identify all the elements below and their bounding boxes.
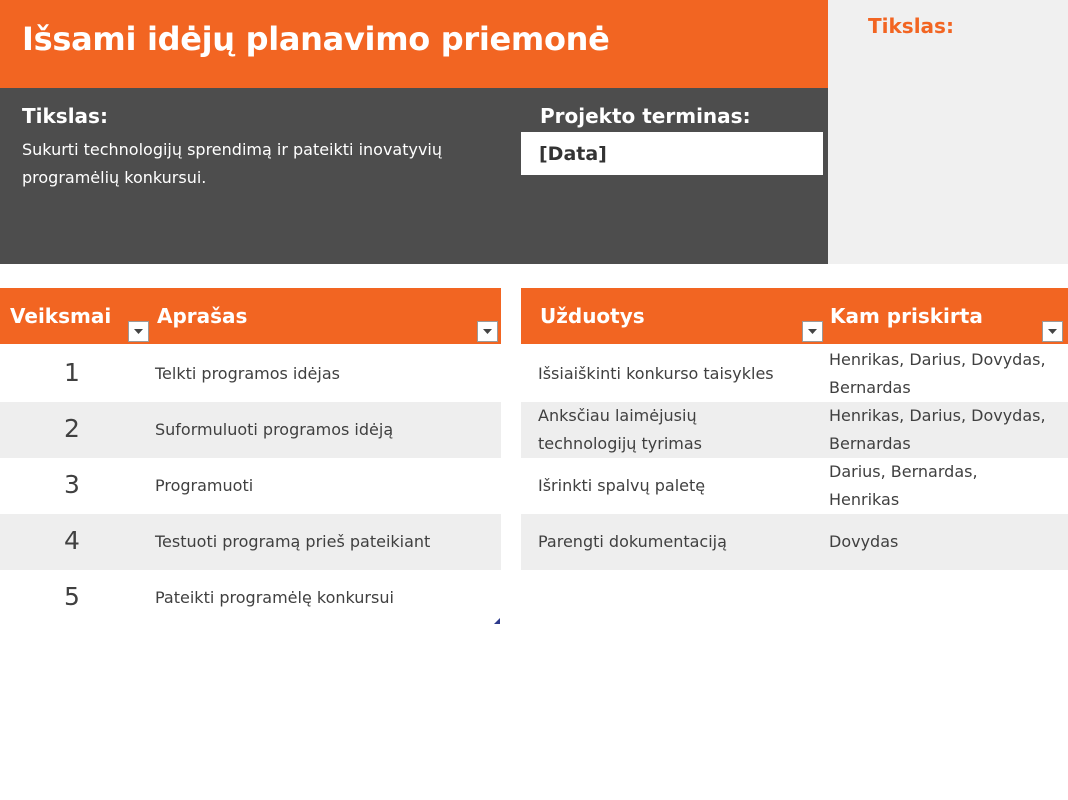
deadline-label: Projekto terminas: [540, 104, 751, 128]
task-name: Parengti dokumentaciją [538, 532, 727, 551]
filter-button-tasks[interactable] [802, 321, 823, 342]
filter-button-steps[interactable] [128, 321, 149, 342]
dropdown-arrow-icon [808, 329, 817, 334]
step-number: 1 [64, 358, 80, 387]
task-assignee: Darius, Bernardas, Henrikas [829, 462, 978, 509]
step-description: Suformuluoti programos idėją [155, 420, 394, 439]
task-name: Anksčiau laimėjusių technologijų tyrimas [538, 406, 702, 453]
step-description: Programuoti [155, 476, 254, 495]
column-header-steps[interactable]: Veiksmai [10, 304, 112, 328]
filter-button-assigned[interactable] [1042, 321, 1063, 342]
dropdown-arrow-icon [1048, 329, 1057, 334]
dropdown-arrow-icon [483, 329, 492, 334]
side-panel [828, 0, 1068, 264]
step-number: 4 [64, 526, 80, 555]
task-name: Išrinkti spalvų paletę [538, 476, 706, 495]
column-header-description[interactable]: Aprašas [157, 304, 248, 328]
step-description: Testuoti programą prieš pateikiant [155, 532, 431, 551]
deadline-field[interactable] [521, 132, 823, 175]
table-resize-handle[interactable] [494, 618, 500, 624]
dropdown-arrow-icon [134, 329, 143, 334]
task-assignee: Henrikas, Darius, Dovydas, Bernardas [829, 350, 1046, 397]
column-header-tasks[interactable]: Užduotys [540, 304, 645, 328]
task-assignee: Dovydas [829, 532, 899, 551]
page-title: Išsami idėjų planavimo priemonė [22, 20, 610, 58]
step-number: 2 [64, 414, 80, 443]
filter-button-description[interactable] [477, 321, 498, 342]
step-number: 3 [64, 470, 80, 499]
side-goal-label: Tikslas: [868, 14, 954, 38]
goal-text[interactable]: Sukurti technologijų sprendimą ir pateikti inovatyvių programėlių konkursui. [22, 140, 443, 187]
step-number: 5 [64, 582, 80, 611]
goal-label: Tikslas: [22, 104, 108, 128]
task-assignee: Henrikas, Darius, Dovydas, Bernardas [829, 406, 1046, 453]
step-description: Pateikti programėlę konkursui [155, 588, 394, 607]
column-header-assigned[interactable]: Kam priskirta [830, 304, 983, 328]
step-description: Telkti programos idėjas [155, 364, 340, 383]
task-name: Išsiaiškinti konkurso taisykles [538, 364, 774, 383]
